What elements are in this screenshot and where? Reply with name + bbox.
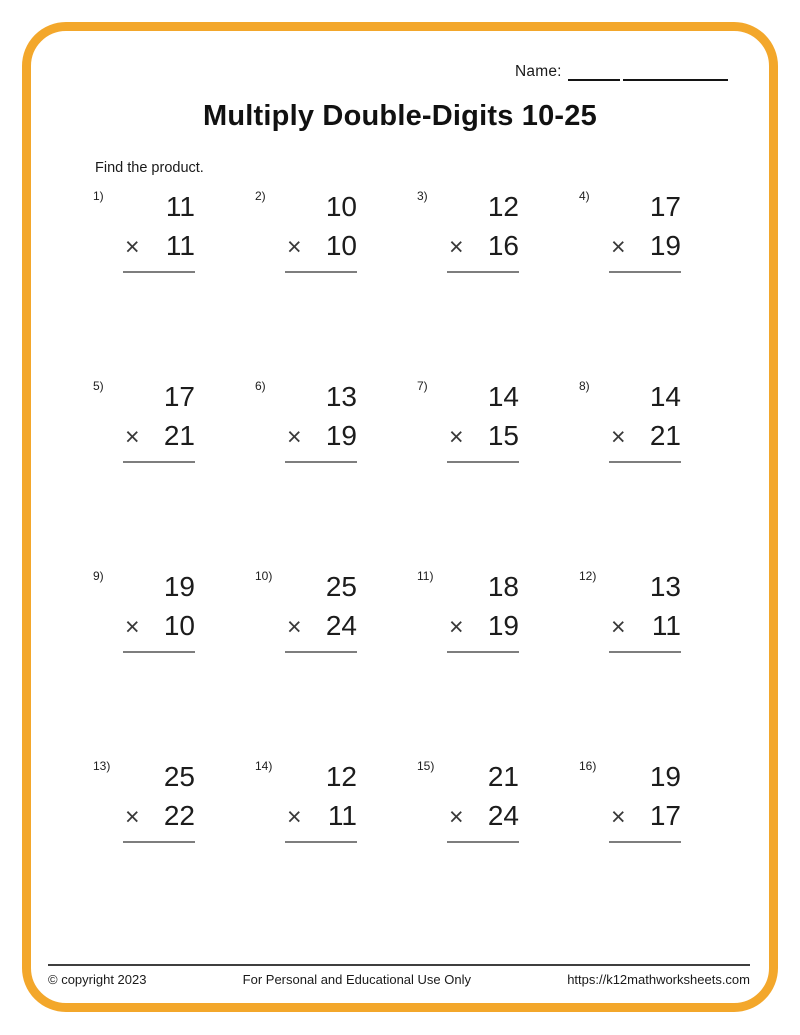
- problem-cell: [93, 188, 255, 378]
- multiplicand: 13: [325, 381, 357, 412]
- problem-number-label: 9): [93, 569, 104, 583]
- multiplier: 11: [327, 800, 357, 831]
- multiplier: 11: [651, 610, 681, 641]
- worksheet-title: Multiply Double-Digits 10-25: [203, 100, 597, 132]
- problem-body: [609, 378, 681, 463]
- problem-body: [447, 188, 519, 273]
- multiplier: 19: [325, 420, 357, 451]
- multiplier-row: [447, 417, 519, 456]
- copyright-text: © copyright 2023: [48, 972, 147, 987]
- problem-number-label: 10): [255, 569, 273, 583]
- problem-body: [285, 568, 357, 653]
- problem-cell: [579, 188, 741, 378]
- name-blank-line: [568, 78, 620, 81]
- multiplier-row: [609, 797, 681, 836]
- multiplicand: 12: [325, 761, 357, 792]
- instruction-text: Find the product.: [95, 160, 204, 176]
- multiply-sign: ×: [449, 803, 464, 831]
- answer-line: [285, 651, 357, 653]
- multiplier-row: [285, 607, 357, 646]
- name-label: Name:: [515, 63, 562, 80]
- multiply-sign: ×: [611, 233, 626, 261]
- problem-cell: [579, 758, 741, 948]
- problems-grid: [93, 188, 741, 948]
- multiplier-row: [447, 227, 519, 266]
- multiply-sign: ×: [287, 233, 302, 261]
- problem-number-label: 5): [93, 379, 104, 393]
- problem-body: [123, 758, 195, 843]
- multiply-sign: ×: [449, 423, 464, 451]
- multiplicand: 19: [163, 571, 195, 602]
- multiply-sign: ×: [611, 803, 626, 831]
- answer-line: [285, 271, 357, 273]
- problem-cell: [417, 758, 579, 948]
- multiply-sign: ×: [125, 233, 140, 261]
- multiply-sign: ×: [287, 613, 302, 641]
- multiplier: 24: [325, 610, 357, 641]
- answer-line: [609, 271, 681, 273]
- problem-body: [285, 758, 357, 843]
- multiplier: 10: [325, 230, 357, 261]
- problem-cell: [93, 568, 255, 758]
- name-row: [515, 57, 728, 84]
- multiply-sign: ×: [125, 803, 140, 831]
- answer-line: [609, 651, 681, 653]
- multiplier-row: [123, 607, 195, 646]
- multiply-sign: ×: [287, 423, 302, 451]
- problem-body: [123, 188, 195, 273]
- multiplier-row: [123, 417, 195, 456]
- problem-cell: [579, 568, 741, 758]
- multiplier: 19: [487, 610, 519, 641]
- problem-cell: [255, 378, 417, 568]
- problem-body: [447, 378, 519, 463]
- website-url: https://k12mathworksheets.com: [567, 972, 750, 987]
- problem-number-label: 1): [93, 189, 104, 203]
- problem-number-label: 16): [579, 759, 597, 773]
- problem-cell: [255, 568, 417, 758]
- problem-number-label: 14): [255, 759, 273, 773]
- multiplier: 21: [649, 420, 681, 451]
- problem-cell: [255, 758, 417, 948]
- problem-cell: [93, 758, 255, 948]
- multiplicand: 11: [165, 191, 195, 222]
- multiplier: 10: [163, 610, 195, 641]
- multiply-sign: ×: [125, 423, 140, 451]
- multiplier-row: [123, 797, 195, 836]
- answer-line: [447, 271, 519, 273]
- multiply-sign: ×: [611, 613, 626, 641]
- problem-body: [123, 568, 195, 653]
- problem-body: [609, 758, 681, 843]
- multiplier-row: [609, 227, 681, 266]
- multiplier: 16: [487, 230, 519, 261]
- problem-body: [123, 378, 195, 463]
- problem-body: [609, 188, 681, 273]
- answer-line: [609, 841, 681, 843]
- multiplier: 22: [163, 800, 195, 831]
- multiplicand: 25: [325, 571, 357, 602]
- multiplier: 11: [165, 230, 195, 261]
- problem-number-label: 3): [417, 189, 428, 203]
- multiplicand: 14: [649, 381, 681, 412]
- problem-number-label: 12): [579, 569, 597, 583]
- multiply-sign: ×: [125, 613, 140, 641]
- answer-line: [447, 651, 519, 653]
- multiply-sign: ×: [287, 803, 302, 831]
- multiplicand: 12: [487, 191, 519, 222]
- multiplicand: 13: [649, 571, 681, 602]
- multiplier-row: [285, 797, 357, 836]
- problem-body: [285, 378, 357, 463]
- problem-cell: [579, 378, 741, 568]
- multiplicand: 17: [649, 191, 681, 222]
- answer-line: [123, 651, 195, 653]
- multiplier: 15: [487, 420, 519, 451]
- multiplier-row: [285, 227, 357, 266]
- problem-cell: [417, 188, 579, 378]
- multiplier-row: [609, 417, 681, 456]
- problem-number-label: 7): [417, 379, 428, 393]
- multiplicand: 25: [163, 761, 195, 792]
- answer-line: [123, 841, 195, 843]
- footer: [48, 964, 750, 987]
- answer-line: [447, 841, 519, 843]
- problem-number-label: 8): [579, 379, 590, 393]
- problem-cell: [417, 378, 579, 568]
- multiplier-row: [447, 797, 519, 836]
- multiplicand: 18: [487, 571, 519, 602]
- problem-number-label: 6): [255, 379, 266, 393]
- problem-number-label: 13): [93, 759, 111, 773]
- problem-cell: [417, 568, 579, 758]
- multiplicand: 10: [325, 191, 357, 222]
- multiplier: 17: [649, 800, 681, 831]
- multiply-sign: ×: [449, 233, 464, 261]
- problem-cell: [93, 378, 255, 568]
- problem-body: [285, 188, 357, 273]
- answer-line: [123, 461, 195, 463]
- multiplicand: 17: [163, 381, 195, 412]
- problem-cell: [255, 188, 417, 378]
- multiplier: 19: [649, 230, 681, 261]
- multiplier: 21: [163, 420, 195, 451]
- usage-text: For Personal and Educational Use Only: [242, 972, 472, 987]
- multiplier-row: [447, 607, 519, 646]
- name-blank-line: [623, 78, 728, 81]
- multiplicand: 21: [487, 761, 519, 792]
- multiplier-row: [285, 417, 357, 456]
- problem-number-label: 2): [255, 189, 266, 203]
- problem-body: [447, 568, 519, 653]
- problem-body: [447, 758, 519, 843]
- multiply-sign: ×: [611, 423, 626, 451]
- answer-line: [123, 271, 195, 273]
- problem-number-label: 4): [579, 189, 590, 203]
- multiplicand: 14: [487, 381, 519, 412]
- problem-body: [609, 568, 681, 653]
- answer-line: [447, 461, 519, 463]
- multiplier-row: [609, 607, 681, 646]
- multiplier-row: [123, 227, 195, 266]
- multiply-sign: ×: [449, 613, 464, 641]
- multiplier: 24: [487, 800, 519, 831]
- problem-number-label: 15): [417, 759, 435, 773]
- multiplicand: 19: [649, 761, 681, 792]
- problem-number-label: 11): [417, 569, 434, 583]
- answer-line: [285, 461, 357, 463]
- answer-line: [285, 841, 357, 843]
- answer-line: [609, 461, 681, 463]
